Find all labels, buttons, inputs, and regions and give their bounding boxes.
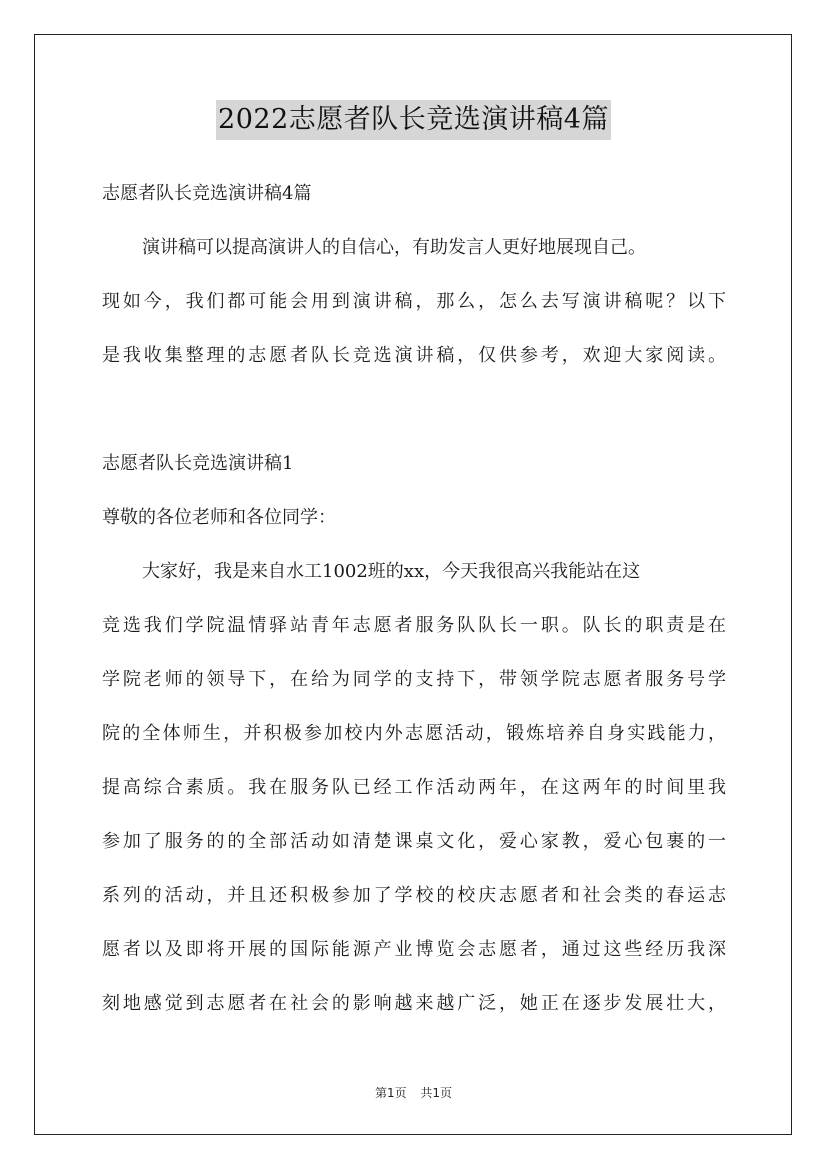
page-footer <box>0 1084 827 1101</box>
intro-line: 现如今，我们都可能会用到演讲稿，那么，怎么去写演讲稿呢？以下 <box>102 291 726 312</box>
subtitle: 志愿者队长竞选演讲稿4篇 <box>102 183 312 204</box>
page-total: 共1页 <box>420 1086 453 1100</box>
body-line: 提高综合素质。我在服务队已经工作活动两年，在这两年的时间里我 <box>102 777 726 798</box>
body-line: 参加了服务的的全部活动如清楚课桌文化，爱心家教，爱心包裹的一 <box>102 831 726 852</box>
body-line: 系列的活动，并且还积极参加了学校的校庆志愿者和社会类的春运志 <box>102 885 726 906</box>
body-line: 愿者以及即将开展的国际能源产业博览会志愿者，通过这些经历我深 <box>102 939 726 960</box>
body-line: 院的全体师生，并积极参加校内外志愿活动，锻炼培养自身实践能力， <box>102 723 726 744</box>
intro-line: 是我收集整理的志愿者队长竞选演讲稿，仅供参考，欢迎大家阅读。 <box>102 345 726 366</box>
title-container <box>0 100 827 140</box>
body-line: 竞选我们学院温情驿站青年志愿者服务队队长一职。队长的职责是在 <box>102 615 726 636</box>
section-heading: 志愿者队长竞选演讲稿1 <box>102 453 294 474</box>
body-line: 大家好，我是来自水工1002班的xx，今天我很高兴我能站在这 <box>142 561 641 582</box>
salutation: 尊敬的各位老师和各位同学： <box>102 507 336 528</box>
body-line: 学院老师的领导下，在给为同学的支持下，带领学院志愿者服务号学 <box>102 669 726 690</box>
page-number: 第1页 <box>374 1086 407 1100</box>
document-title: 2022志愿者队长竞选演讲稿4篇 <box>216 100 611 140</box>
body-line: 刻地感觉到志愿者在社会的影响越来越广泛，她正在逐步发展壮大， <box>102 993 726 1014</box>
intro-line: 演讲稿可以提高演讲人的自信心，有助发言人更好地展现自己。 <box>142 237 646 258</box>
